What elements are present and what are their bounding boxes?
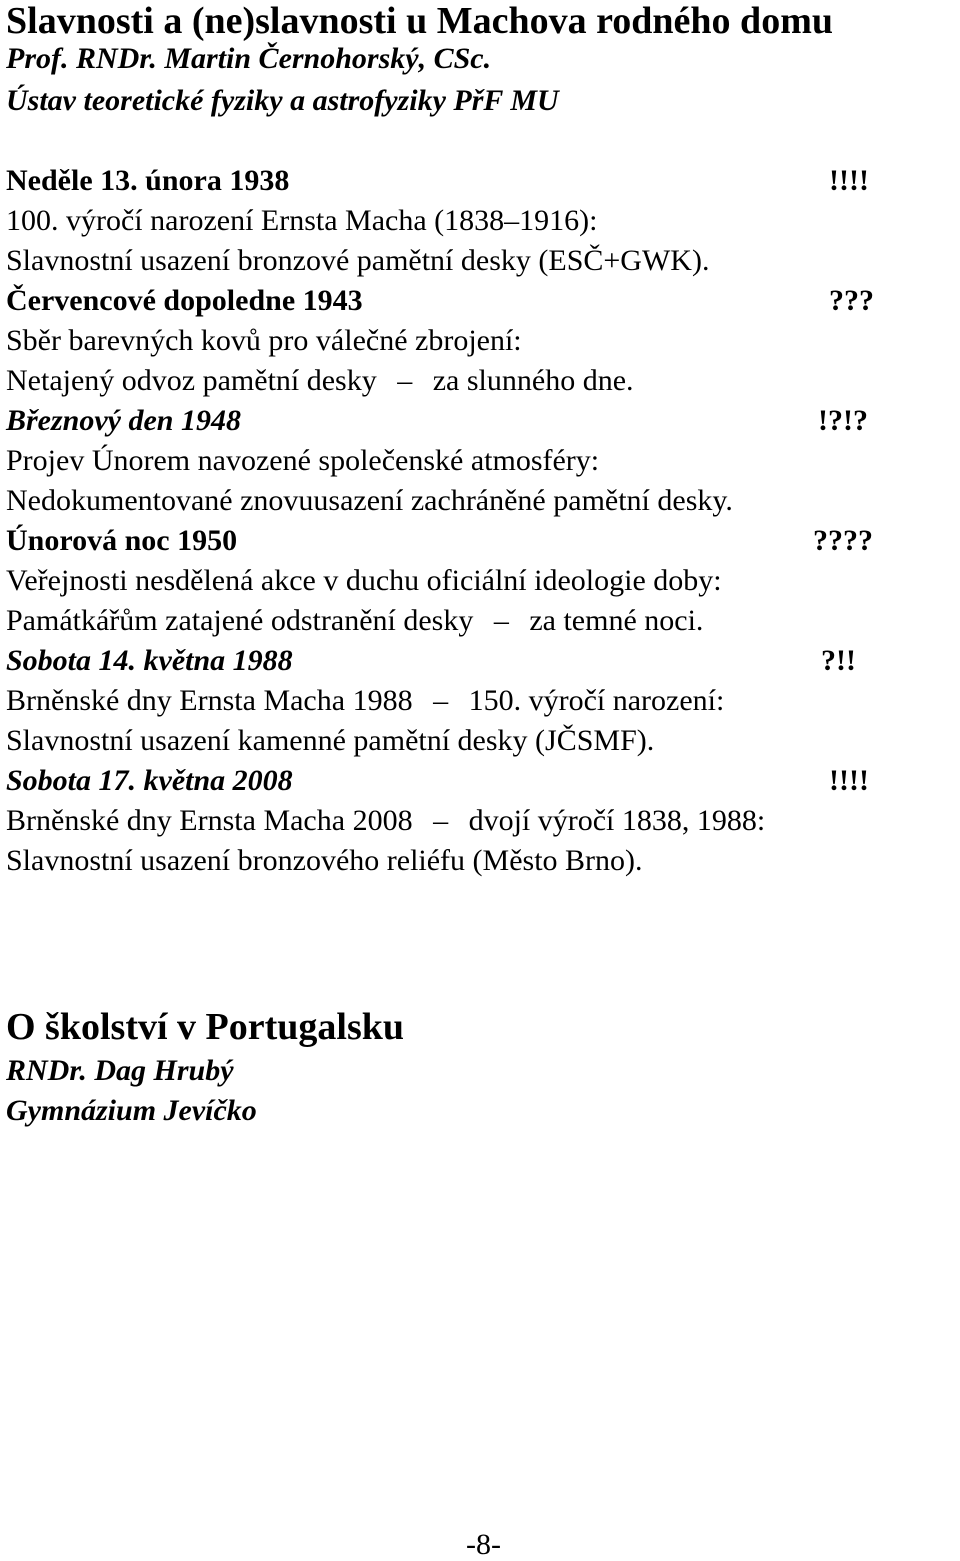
entry-text: Nedokumentované znovuusazení zachráněné pamětní desky. [6, 484, 733, 517]
entry-mark: !!!! [829, 764, 869, 797]
article-affiliation: Ústav teoretické fyziky a astrofyziky PřF MU [6, 84, 559, 117]
dash: – [433, 684, 449, 717]
entry-text: Sběr barevných kovů pro válečné zbrojení: [6, 324, 522, 357]
article-author: RNDr. Dag Hrubý [6, 1054, 234, 1087]
entry-text: Slavnostní usazení bronzového reliéfu (Město Brno). [6, 844, 643, 877]
entry-text: 100. výročí narození Ernsta Macha (1838–1916): [6, 204, 598, 237]
article-affiliation: Gymnázium Jevíčko [6, 1094, 257, 1127]
entry-text-part: za temné noci. [529, 604, 704, 637]
entry-mark: ??? [829, 284, 874, 317]
entry-text-part: dvojí výročí 1838, 1988: [468, 804, 766, 837]
article-title: O školství v Portugalsku [6, 1006, 405, 1048]
dash: – [397, 364, 413, 397]
entry-text [6, 806, 765, 836]
entry-text-part: 150. výročí narození: [468, 684, 725, 717]
entry-text-part: Netajený odvoz pamětní desky [6, 364, 377, 397]
entry-text-part: Brněnské dny Ernsta Macha 1988 [6, 684, 413, 717]
entry-text: Projev Únorem navozené společenské atmosféry: [6, 444, 600, 477]
entry-text: Slavnostní usazení kamenné pamětní desky (JČSMF). [6, 724, 655, 757]
entry-text [6, 686, 724, 716]
entry-text: Veřejnosti nesdělená akce v duchu oficiální ideologie doby: [6, 564, 722, 597]
entry-date: Sobota 17. května 2008 [6, 764, 293, 797]
dash: – [433, 804, 449, 837]
entry-mark: !!!! [829, 164, 869, 197]
entry-text-part: za slunného dne. [432, 364, 634, 397]
entry-date: Červencové dopoledne 1943 [6, 284, 363, 317]
entry-text-part: Brněnské dny Ernsta Macha 2008 [6, 804, 413, 837]
entry-date: Únorová noc 1950 [6, 524, 238, 557]
entry-mark: !?!? [818, 404, 868, 437]
entry-text [6, 606, 703, 636]
entry-mark: ???? [813, 524, 873, 557]
entry-text [6, 366, 634, 396]
entry-mark: ?!! [821, 644, 856, 677]
article-author: Prof. RNDr. Martin Černohorský, CSc. [6, 42, 492, 75]
page-number: -8- [466, 1528, 501, 1561]
entry-date: Březnový den 1948 [6, 404, 241, 437]
dash: – [493, 604, 509, 637]
entry-date: Sobota 14. května 1988 [6, 644, 293, 677]
entry-date: Neděle 13. února 1938 [6, 164, 290, 197]
entry-text-part: Památkářům zatajené odstranění desky [6, 604, 474, 637]
article-title: Slavnosti a (ne)slavnosti u Machova rodného domu [6, 0, 833, 42]
entry-text: Slavnostní usazení bronzové pamětní desky (ESČ+GWK). [6, 244, 710, 277]
